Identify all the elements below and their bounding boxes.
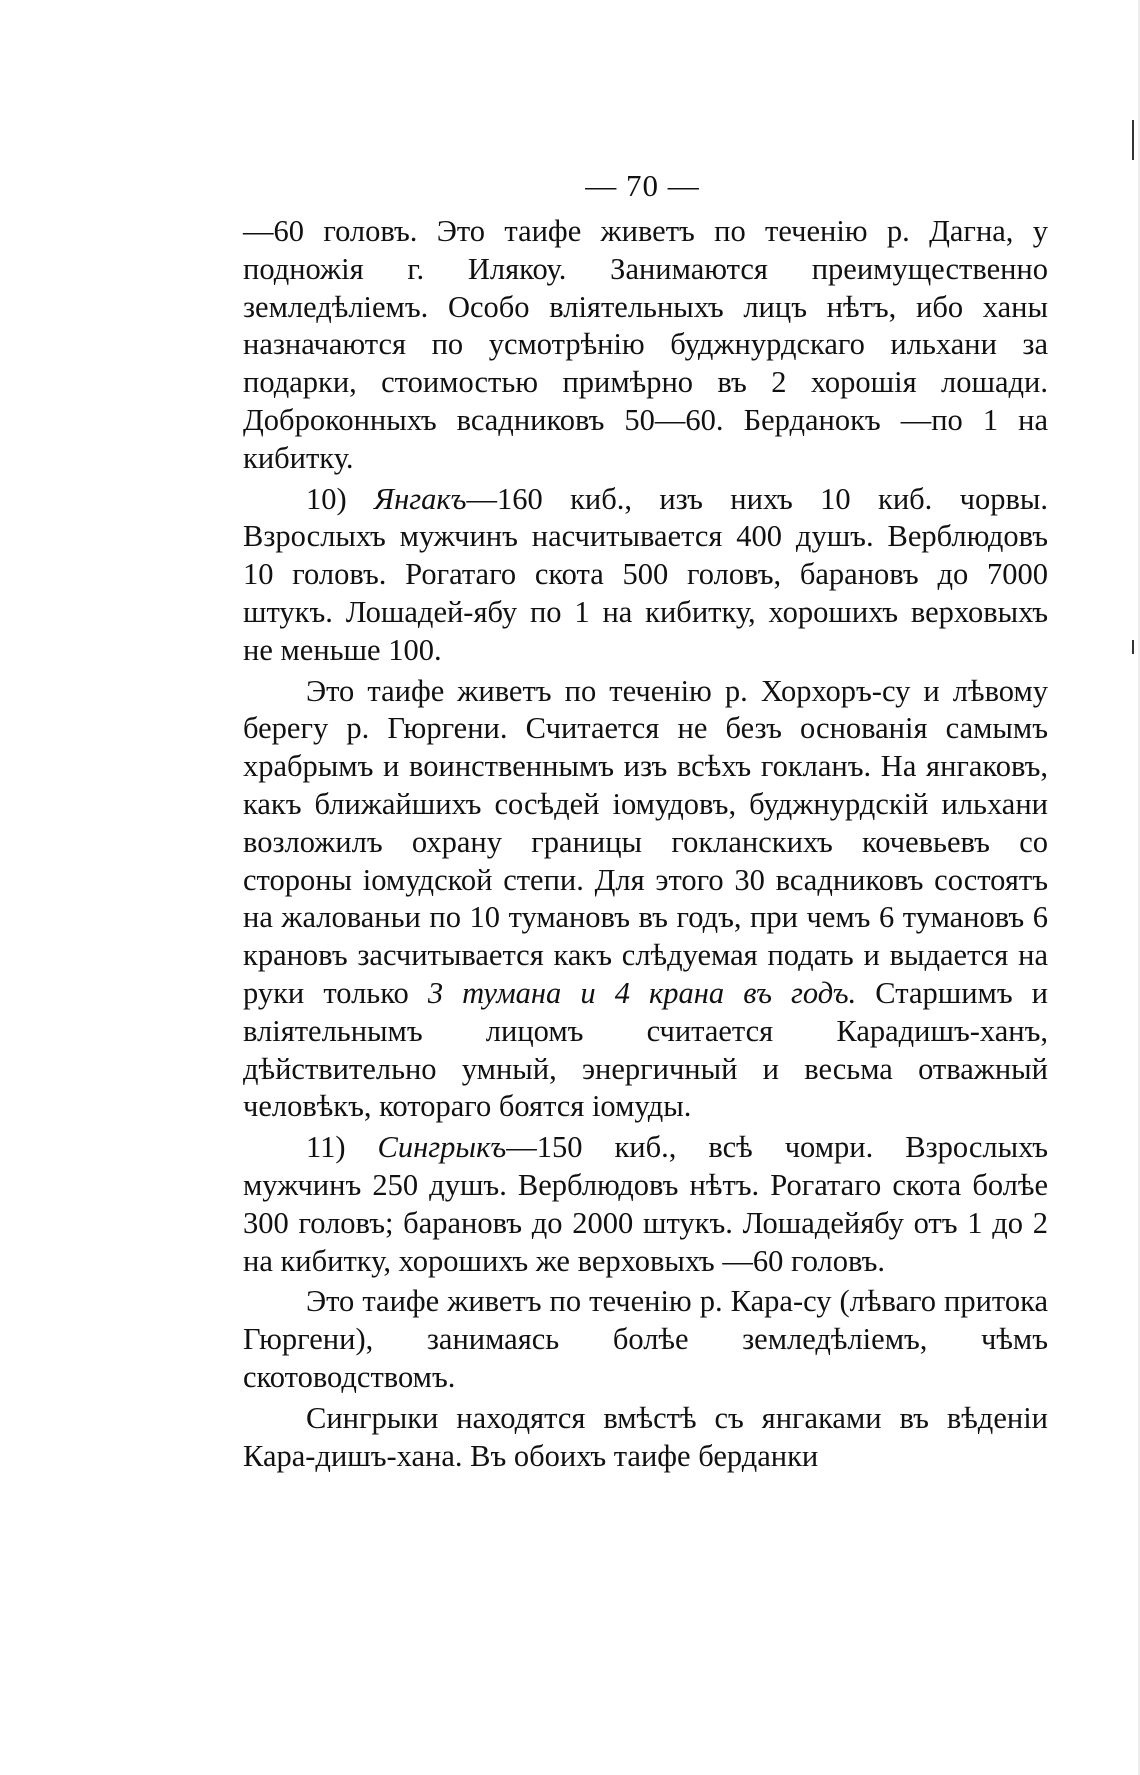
entry-text: —150 киб., всѣ чомри. Взрослыхъ мужчинъ 250 душъ. Верблюдовъ нѣтъ. Рогатаго скота болѣе 300 головъ; барановъ до 2000 штукъ. Лошадейябу отъ 1 до 2 на кибитку, хорошихъ же верховыхъ —60 головъ. [243,1130,1048,1278]
page-number: — 70 — [585,168,700,203]
paragraph-entry-10 [243,481,1048,670]
italic-phrase: 3 тумана и 4 крана въ годъ. [427,975,857,1010]
paragraph-continuation: —60 головъ. Это таифе живетъ по теченію р. Дагна, у подножія г. Илякоу. Занимаются преимущественно земледѣліемъ. Особо вліятельныхъ лицъ нѣтъ, ибо ханы назначаются по усмотрѣнію буджнурдскаго ильхани за подарки, стоимостью примѣрно въ 2 хорошія лошади. Доброконныхъ всадниковъ 50—60. Берданокъ —по 1 на кибитку. [243,214,1048,475]
scan-margin-mark [1132,640,1134,654]
paragraph-text: Это таифе живетъ по теченію р. Хорхоръ-су и лѣвому берегу р. Гюргени. Считается не безъ основанія самымъ храбрымъ и воинственнымъ изъ всѣхъ гокланъ. На янгаковъ, какъ ближайшихъ сосѣдей іомудовъ, буджнурдскій ильхани возложилъ охрану границы гокланскихъ кочевьевъ со стороны іомудской степи. Для этого 30 всадниковъ состоятъ на жалованьи по 10 тумановъ въ годъ, при чемъ 6 тумановъ 6 крановъ засчитывается какъ слѣдуемая подать и выдается на руки только [243,673,1048,1010]
paragraph-description: Это таифе живетъ по теченію р. Кара-су (лѣваго притока Гюргени), занимаясь болѣе земледѣліемъ, чѣмъ скотоводствомъ. [243,1284,1048,1394]
entry-number: 10) [306,481,347,516]
paragraph-description: Сингрыки находятся вмѣстѣ съ янгаками въ вѣденіи Кара-дишъ-хана. Въ обоихъ таифе берданки [243,1400,1048,1473]
scan-margin-mark [1132,120,1134,160]
paragraph-text: Старшимъ и вліятельнымъ лицомъ считается Карадишъ-ханъ, дѣйствительно умный, энергичный и весьма отважный человѣкъ, котораго боятся іомуды. [243,975,1049,1124]
paragraph-entry-11 [243,1129,1048,1280]
paragraph-description [243,673,1048,1127]
entry-number: 11) [306,1130,346,1165]
tribe-name: Янгакъ [374,481,467,516]
entry-text: —160 киб., изъ нихъ 10 киб. чорвы. Взрослыхъ мужчинъ насчитывается 400 душъ. Верблюдовъ 10 головъ. Рогатаго скота 500 головъ, барановъ до 7000 штукъ. Лошадей-ябу по 1 на кибитку, хорошихъ верховыхъ не меньше 100. [243,481,1048,667]
tribe-name: Сингрыкъ [377,1130,507,1165]
body-text [243,213,1048,1475]
